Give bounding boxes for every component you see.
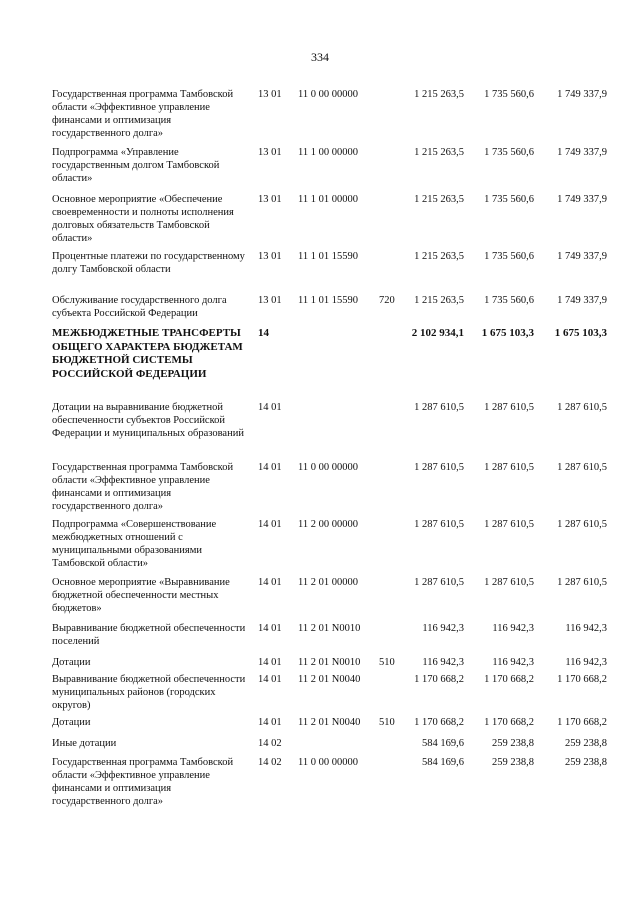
row-value-1: 1 287 610,5 <box>414 402 464 413</box>
row-value-3: 1 287 610,5 <box>557 402 607 413</box>
row-target-code: 11 2 01 00000 <box>298 577 358 588</box>
row-expense-type: 510 <box>379 657 395 668</box>
row-value-1: 1 287 610,5 <box>414 462 464 473</box>
row-name: Выравнивание бюджетной обеспеченности муниципальных районов (городских округов) <box>52 674 246 711</box>
row-value-1: 1 215 263,5 <box>414 147 464 158</box>
row-target-code: 11 2 00 00000 <box>298 519 358 530</box>
row-section-code: 14 01 <box>258 519 282 530</box>
row-value-2: 1 675 103,3 <box>481 327 534 339</box>
row-target-code: 11 1 01 15590 <box>298 251 358 262</box>
row-value-2: 1 170 668,2 <box>484 674 534 685</box>
row-value-1: 1 170 668,2 <box>414 674 464 685</box>
row-target-code: 11 1 01 15590 <box>298 295 358 306</box>
row-value-3: 1 170 668,2 <box>557 717 607 728</box>
row-target-code: 11 2 01 N0010 <box>298 623 361 634</box>
row-value-1: 1 170 668,2 <box>414 717 464 728</box>
row-name: Выравнивание бюджетной обеспеченности поселений <box>52 623 246 647</box>
row-section-code: 14 01 <box>258 717 282 728</box>
row-value-3: 1 749 337,9 <box>557 251 607 262</box>
row-section-code: 14 01 <box>258 577 282 588</box>
row-name: Подпрограмма «Управление государственным долгом Тамбовской области» <box>52 147 220 184</box>
row-target-code: 11 2 01 N0010 <box>298 657 361 668</box>
row-section-code: 14 01 <box>258 402 282 413</box>
row-value-2: 1 735 560,6 <box>484 295 534 306</box>
row-target-code: 11 0 00 00000 <box>298 89 358 100</box>
row-target-code: 11 1 01 00000 <box>298 194 358 205</box>
row-name: Дотации на выравнивание бюджетной обеспеченности субъектов Российской Федерации и муниципальных образований <box>52 402 244 439</box>
row-name: Государственная программа Тамбовской области «Эффективное управление финансами и оптимизация государственного долга» <box>52 757 234 807</box>
row-value-3: 116 942,3 <box>565 657 607 668</box>
row-name: Подпрограмма «Совершенствование межбюджетных отношений с муниципальными образованиями Тамбовской области» <box>52 519 217 569</box>
row-name: Государственная программа Тамбовской области «Эффективное управление финансами и оптимизация государственного долга» <box>52 89 234 139</box>
row-name: Обслуживание государственного долга субъекта Российской Федерации <box>52 295 227 319</box>
row-value-2: 1 287 610,5 <box>484 519 534 530</box>
row-name: Основное мероприятие «Обеспечение своевременности и полноты исполнения долговых обязательств Тамбовской области» <box>52 194 234 244</box>
row-name: Дотации <box>52 657 91 668</box>
row-value-2: 1 170 668,2 <box>484 717 534 728</box>
row-section-code: 13 01 <box>258 89 282 100</box>
row-value-1: 116 942,3 <box>422 623 464 634</box>
row-value-3: 259 238,8 <box>565 757 607 768</box>
row-name: Государственная программа Тамбовской области «Эффективное управление финансами и оптимизация государственного долга» <box>52 462 234 512</box>
row-value-2: 259 238,8 <box>492 757 534 768</box>
row-value-2: 1 735 560,6 <box>484 251 534 262</box>
row-value-1: 1 215 263,5 <box>414 251 464 262</box>
row-value-1: 1 287 610,5 <box>414 519 464 530</box>
row-value-3: 1 170 668,2 <box>557 674 607 685</box>
row-target-code: 11 0 00 00000 <box>298 462 358 473</box>
row-section-code: 13 01 <box>258 147 282 158</box>
row-section-code: 13 01 <box>258 251 282 262</box>
row-value-1: 116 942,3 <box>422 657 464 668</box>
row-target-code: 11 1 00 00000 <box>298 147 358 158</box>
row-value-3: 1 749 337,9 <box>557 194 607 205</box>
row-target-code: 11 2 01 N0040 <box>298 674 361 685</box>
row-value-2: 116 942,3 <box>492 623 534 634</box>
row-section-code: 13 01 <box>258 194 282 205</box>
row-expense-type: 510 <box>379 717 395 728</box>
row-value-3: 1 287 610,5 <box>557 462 607 473</box>
row-value-1: 1 215 263,5 <box>414 89 464 100</box>
row-section-code: 14 01 <box>258 623 282 634</box>
page-number: 334 <box>311 50 329 64</box>
row-value-3: 116 942,3 <box>565 623 607 634</box>
row-name: Дотации <box>52 717 91 728</box>
row-section-code: 14 01 <box>258 657 282 668</box>
row-value-3: 1 675 103,3 <box>554 327 607 339</box>
row-value-3: 1 287 610,5 <box>557 577 607 588</box>
row-value-2: 1 735 560,6 <box>484 194 534 205</box>
row-value-1: 584 169,6 <box>422 757 464 768</box>
row-value-1: 584 169,6 <box>422 738 464 749</box>
row-target-code: 11 2 01 N0040 <box>298 717 361 728</box>
row-value-2: 1 287 610,5 <box>484 402 534 413</box>
row-section-code: 14 <box>258 327 269 339</box>
row-value-2: 1 735 560,6 <box>484 89 534 100</box>
row-value-2: 1 735 560,6 <box>484 147 534 158</box>
row-value-2: 116 942,3 <box>492 657 534 668</box>
row-value-2: 1 287 610,5 <box>484 577 534 588</box>
row-value-3: 1 749 337,9 <box>557 295 607 306</box>
row-value-3: 1 749 337,9 <box>557 89 607 100</box>
row-section-code: 13 01 <box>258 295 282 306</box>
row-name: Основное мероприятие «Выравнивание бюджетной обеспеченности местных бюджетов» <box>52 577 230 614</box>
row-value-2: 1 287 610,5 <box>484 462 534 473</box>
row-name: МЕЖБЮДЖЕТНЫЕ ТРАНСФЕРТЫ ОБЩЕГО ХАРАКТЕРА БЮДЖЕТАМ БЮДЖЕТНОЙ СИСТЕМЫ РОССИЙСКОЙ ФЕДЕРАЦИИ <box>52 327 243 380</box>
row-section-code: 14 01 <box>258 674 282 685</box>
row-target-code: 11 0 00 00000 <box>298 757 358 768</box>
row-value-1: 1 215 263,5 <box>414 194 464 205</box>
row-section-code: 14 01 <box>258 462 282 473</box>
row-name: Иные дотации <box>52 738 117 749</box>
row-name: Процентные платежи по государственному долгу Тамбовской области <box>52 251 245 275</box>
row-value-3: 1 287 610,5 <box>557 519 607 530</box>
row-value-1: 1 215 263,5 <box>414 295 464 306</box>
row-value-3: 259 238,8 <box>565 738 607 749</box>
row-value-1: 2 102 934,1 <box>411 327 464 339</box>
row-section-code: 14 02 <box>258 757 282 768</box>
row-value-3: 1 749 337,9 <box>557 147 607 158</box>
row-section-code: 14 02 <box>258 738 282 749</box>
row-value-1: 1 287 610,5 <box>414 577 464 588</box>
row-expense-type: 720 <box>379 295 395 306</box>
row-value-2: 259 238,8 <box>492 738 534 749</box>
